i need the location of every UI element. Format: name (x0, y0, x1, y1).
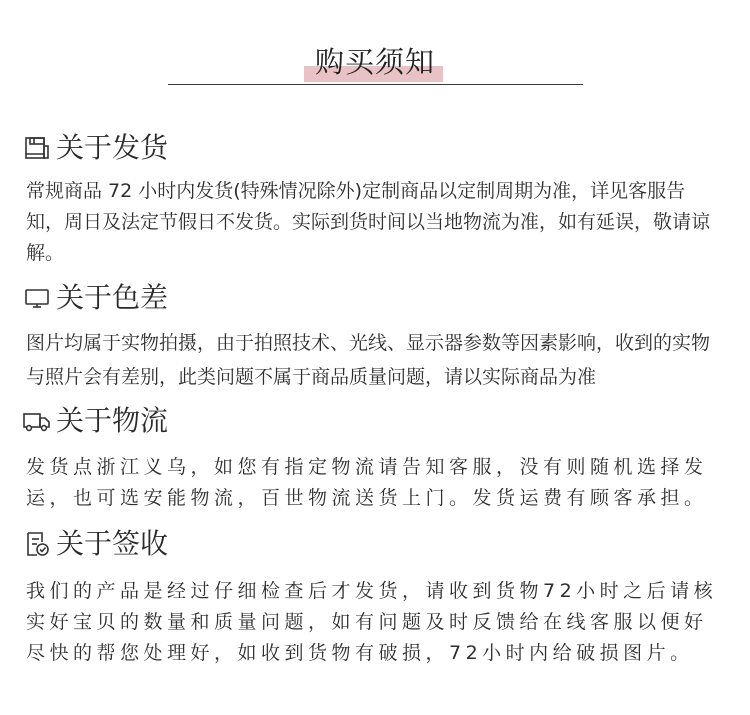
title-divider (168, 84, 583, 85)
body-line: 知，周日及法定节假日不发货。实际到货时间以当地物流为准，如有延误，敬请谅 (26, 211, 711, 233)
body-line: 尽快的帮您处理好，如收到货物有破损，72小时内给破损图片。 (26, 642, 694, 664)
section-body (26, 326, 728, 394)
section-body (26, 576, 728, 669)
body-line: 发货点浙江义乌，如您有指定物流请告知客服，没有则随机选择发 (26, 456, 708, 478)
delivery-truck-icon (22, 406, 52, 436)
body-line: 我们的产品是经过仔细检查后才发货，请收到货物72小时之后请核 (26, 580, 718, 602)
section-title: 关于发货 (56, 131, 169, 164)
section-title: 关于色差 (56, 281, 169, 314)
monitor-icon (22, 283, 52, 313)
section-title: 关于物流 (56, 404, 169, 437)
signed-document-icon (22, 529, 52, 559)
section-heading (22, 130, 168, 166)
body-line: 解。 (26, 242, 65, 264)
body-line: 实好宝贝的数量和质量问题，如有问题及时反馈给在线客服以便好 (26, 611, 708, 633)
section-body (26, 452, 728, 514)
shipping-box-icon (22, 133, 52, 163)
body-line: 图片均属于实物拍摄，由于拍照技术、光线、显示器参数等因素影响，收到的实物 (26, 332, 711, 354)
section-heading (22, 280, 168, 316)
section-title: 关于签收 (56, 527, 169, 560)
page-title: 购买须知 (314, 45, 435, 79)
page-header (0, 0, 750, 90)
section-body (26, 176, 728, 269)
body-line: 运，也可选安能物流，百世物流送货上门。发货运费有顾客承担。 (26, 487, 708, 509)
section-heading (22, 526, 168, 562)
body-line: 与照片会有差别，此类问题不属于商品质量问题，请以实际商品为准 (26, 366, 597, 388)
body-line: 常规商品 72 小时内发货(特殊情况除外)定制商品以定制周期为准，详见客服告 (26, 180, 686, 202)
section-heading (22, 403, 168, 439)
